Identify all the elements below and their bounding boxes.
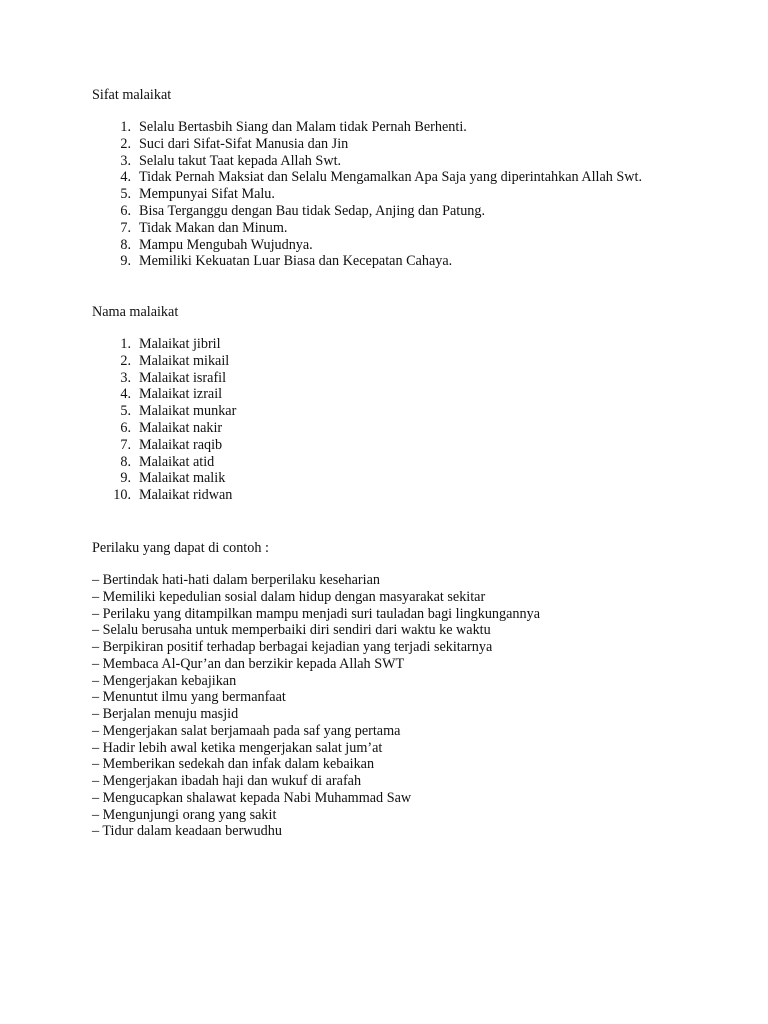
list-number: 10. bbox=[113, 487, 131, 504]
list-item: – Mengerjakan salat berjamaah pada saf yang pertama bbox=[92, 722, 401, 739]
list-item bbox=[92, 437, 712, 454]
list-item: – Mengucapkan shalawat kepada Nabi Muhammad Saw bbox=[92, 789, 412, 806]
list-text: Malaikat malik bbox=[139, 470, 226, 487]
list-number: 5. bbox=[120, 403, 131, 420]
list-number: 6. bbox=[120, 419, 131, 436]
list-text: Malaikat nakir bbox=[139, 419, 223, 436]
list-number: 3. bbox=[120, 369, 131, 386]
list-item: – Bertindak hati-hati dalam berperilaku keseharian bbox=[92, 572, 380, 588]
list-number: 9. bbox=[120, 253, 131, 270]
list-item bbox=[92, 353, 712, 370]
heading-perilaku: Perilaku yang dapat di contoh : bbox=[92, 540, 269, 556]
list-text: Bisa Terganggu dengan Bau tidak Sedap, Anjing dan Patung. bbox=[139, 202, 486, 219]
list-sifat-malaikat bbox=[92, 119, 712, 270]
list-item: – Memiliki kepedulian sosial dalam hidup dengan masyarakat sekitar bbox=[92, 588, 486, 605]
list-number: 5. bbox=[120, 186, 131, 203]
list-item: – Hadir lebih awal ketika mengerjakan salat jum’at bbox=[92, 739, 383, 756]
list-item: – Memberikan sedekah dan infak dalam kebaikan bbox=[92, 756, 375, 773]
list-item bbox=[92, 454, 712, 471]
list-item bbox=[92, 169, 654, 186]
list-text: Malaikat mikail bbox=[139, 352, 230, 369]
list-text: Malaikat raqib bbox=[139, 436, 223, 453]
list-item: – Berpikiran positif terhadap berbagai kejadian yang terjadi sekitarnya bbox=[92, 639, 493, 655]
list-text: Malaikat munkar bbox=[139, 403, 237, 420]
list-text: Suci dari Sifat-Sifat Manusia dan Jin bbox=[139, 135, 349, 152]
list-item: – Menuntut ilmu yang bermanfaat bbox=[92, 689, 286, 706]
list-item bbox=[92, 403, 712, 420]
list-number: 2. bbox=[120, 135, 131, 152]
list-text: Malaikat israfil bbox=[139, 369, 227, 386]
list-number: 3. bbox=[120, 152, 131, 169]
list-item bbox=[92, 237, 712, 254]
list-number: 4. bbox=[120, 169, 131, 186]
heading-sifat-malaikat: Sifat malaikat bbox=[92, 87, 172, 103]
list-text: Tidak Pernah Maksiat dan Selalu Mengamalkan Apa Saja yang diperintahkan Allah Swt. bbox=[139, 169, 643, 186]
list-item bbox=[92, 203, 712, 220]
list-item: – Berjalan menuju masjid bbox=[92, 706, 239, 722]
list-text: Malaikat atid bbox=[139, 453, 215, 470]
list-number: 7. bbox=[120, 219, 131, 236]
list-item bbox=[92, 386, 712, 403]
list-item bbox=[92, 336, 712, 353]
list-number: 8. bbox=[120, 236, 131, 253]
list-number: 6. bbox=[120, 202, 131, 219]
list-item: – Tidur dalam keadaan berwudhu bbox=[92, 823, 282, 840]
list-text: Selalu Bertasbih Siang dan Malam tidak Pernah Berhenti. bbox=[139, 119, 467, 135]
list-item bbox=[92, 136, 712, 153]
list-item bbox=[92, 220, 712, 237]
list-item bbox=[92, 153, 712, 170]
list-text: Malaikat izrail bbox=[139, 386, 223, 403]
list-number: 4. bbox=[120, 386, 131, 403]
list-item: – Mengerjakan kebajikan bbox=[92, 672, 237, 689]
list-item bbox=[92, 370, 712, 387]
list-perilaku bbox=[92, 572, 712, 840]
list-item bbox=[92, 119, 712, 136]
list-nama-malaikat bbox=[92, 336, 712, 504]
list-item: – Mengunjungi orang yang sakit bbox=[92, 806, 277, 823]
list-item bbox=[92, 487, 712, 504]
list-text: Memiliki Kekuatan Luar Biasa dan Kecepatan Cahaya. bbox=[139, 253, 453, 270]
list-item: – Perilaku yang ditampilkan mampu menjadi suri tauladan bagi lingkungannya bbox=[92, 605, 540, 622]
list-item: – Selalu berusaha untuk memperbaiki diri sendiri dari waktu ke waktu bbox=[92, 622, 491, 639]
list-number: 7. bbox=[120, 436, 131, 453]
list-item bbox=[92, 186, 712, 203]
list-text: Tidak Makan dan Minum. bbox=[139, 219, 288, 236]
list-item bbox=[92, 420, 712, 437]
list-text: Malaikat jibril bbox=[139, 336, 221, 352]
list-text: Mempunyai Sifat Malu. bbox=[139, 186, 275, 203]
list-number: 8. bbox=[120, 453, 131, 470]
list-text: Selalu takut Taat kepada Allah Swt. bbox=[139, 152, 342, 169]
heading-nama-malaikat: Nama malaikat bbox=[92, 304, 179, 320]
list-number: 2. bbox=[120, 352, 131, 369]
list-item bbox=[92, 253, 712, 270]
list-item: – Membaca Al-Qur’an dan berzikir kepada Allah SWT bbox=[92, 655, 405, 672]
list-text: Malaikat ridwan bbox=[139, 487, 233, 504]
list-number: 9. bbox=[120, 470, 131, 487]
list-text: Mampu Mengubah Wujudnya. bbox=[139, 236, 313, 253]
list-item: – Mengerjakan ibadah haji dan wukuf di arafah bbox=[92, 773, 362, 789]
list-item bbox=[92, 470, 712, 487]
list-number: 1. bbox=[120, 119, 131, 135]
list-number: 1. bbox=[120, 336, 131, 352]
